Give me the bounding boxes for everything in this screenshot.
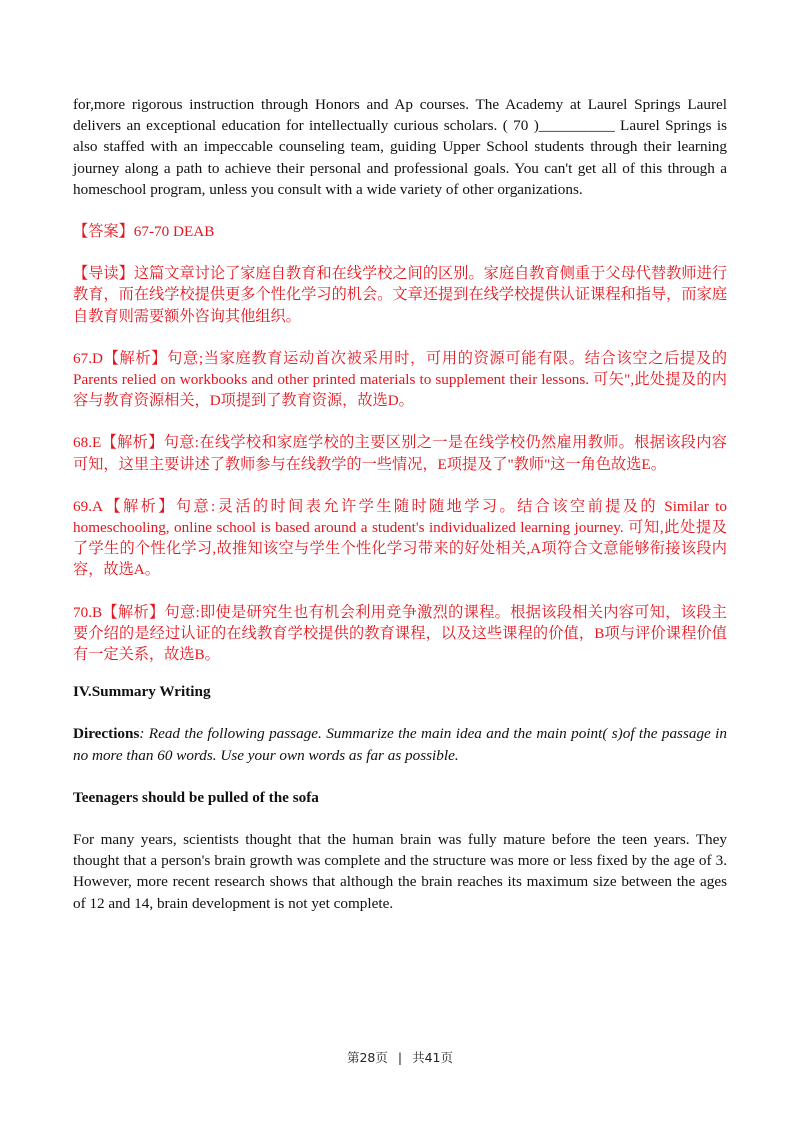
- page-footer: [0, 1048, 800, 1066]
- analysis-69: 69.A【解析】句意:灵活的时间表允许学生随时随地学习。结合该空前提及的 Similar to homeschooling, online school is based around a student's individualized learning journey. 可知,此处提及了学生的个性化学习,故推知该空与学生个性化学习带来的好处相关,A项符合文意能够衔接该段内容，故选A。: [73, 497, 727, 579]
- footer-divider: |: [397, 1050, 403, 1065]
- answer-key: 【答案】67-70 DEAB: [73, 223, 215, 241]
- article-paragraph: For many years, scientists thought that the human brain was fully mature before the teen years. They thought that a person's brain growth was complete and the structure was more or less fixed by the age of 3. However, more recent research shows that although the brain reaches its maximum size between the ages of 12 and 14, brain development is not yet complete.: [73, 831, 727, 912]
- analysis-67: 67.D【解析】句意;当家庭教育运动首次被采用时，可用的资源可能有限。结合该空之后提及的 Parents relied on workbooks and other printed materials to supplement their lessons. 可矢",此处提及的内容与教育资源相关，D项提到了教育资源，故选D。: [73, 349, 727, 410]
- section-heading: IV.Summary Writing: [73, 683, 211, 701]
- article-title: Teenagers should be pulled of the sofa: [73, 788, 319, 806]
- analysis-68: 68.E【解析】句意:在线学校和家庭学校的主要区别之一是在线学校仍然雇用教师。根据该段内容可知，这里主要讲述了教师参与在线教学的一些情况，E项提及了"教师"这一角色故选E。: [73, 434, 727, 473]
- directions-text: : Read the following passage. Summarize the main idea and the main point( s)of the passage in no more than 60 words. Use your own words as far as possible.: [73, 725, 727, 764]
- page-number: 第28页: [346, 1050, 388, 1065]
- directions: [73, 723, 727, 765]
- page-total: 共41页: [412, 1050, 454, 1065]
- reading-guide: 【导读】这篇文章讨论了家庭自教育和在线学校之间的区别。家庭自教育侧重于父母代替教师进行教育，而在线学校提供更多个性化学习的机会。文章还提到在线学校提供认证课程和指导，而家庭自教育则需要额外咨询其他组织。: [73, 265, 727, 325]
- passage-end-paragraph: for,more rigorous instruction through Honors and Ap courses. The Academy at Laurel Springs Laurel delivers an exceptional education for intellectually curious scholars. ( 70 )__________ Laurel Springs is also staffed with an impeccable counseling team, guiding Upper School students through their learning journey along a path to achieve their personal and professional goals. You can't get all of this through a homeschool program, unless you consult with a wide variety of other organizations.: [73, 96, 727, 198]
- analysis-70: 70.B【解析】句意:即使是研究生也有机会利用竞争激烈的课程。根据该段相关内容可知，该段主要介绍的是经过认证的在线教育学校提供的教育课程，以及这些课程的价值，B项与评价课程价值有一定关系，故选B。: [73, 603, 727, 664]
- directions-label: Directions: [73, 725, 140, 743]
- document-body: [73, 94, 727, 914]
